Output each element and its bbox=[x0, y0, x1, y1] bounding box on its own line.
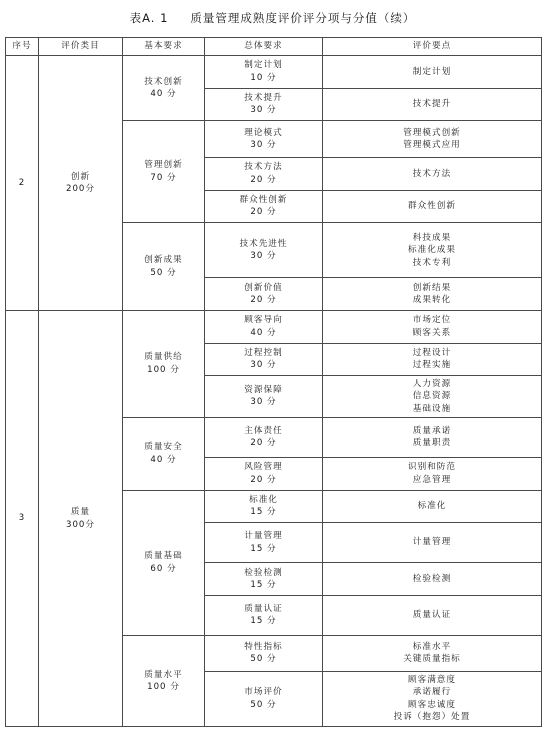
basic-requirement-text: 40 分 bbox=[150, 89, 177, 100]
basic-requirement-text: 质量安全 bbox=[144, 442, 183, 453]
overall-requirement-cell bbox=[205, 376, 323, 418]
evaluation-point: 管理模式应用 bbox=[403, 140, 461, 151]
table-body bbox=[6, 56, 542, 727]
overall-requirement-text: 20 分 bbox=[250, 207, 277, 218]
category-text: 300分 bbox=[66, 519, 95, 530]
evaluation-point: 顾客满意度 bbox=[408, 674, 456, 685]
overall-requirement-text: 创新价值 bbox=[244, 282, 283, 293]
evaluation-point: 关键质量指标 bbox=[403, 654, 461, 665]
evaluation-point: 信息资源 bbox=[412, 391, 452, 402]
overall-requirement-text: 群众性创新 bbox=[239, 194, 288, 205]
overall-requirement-cell bbox=[205, 563, 323, 596]
overall-requirement-cell bbox=[205, 523, 323, 563]
evaluation-point: 顾客忠诚度 bbox=[408, 699, 456, 710]
overall-requirement-text: 50 分 bbox=[250, 699, 277, 710]
overall-requirement-text: 50 分 bbox=[250, 654, 277, 665]
overall-requirement-cell bbox=[205, 343, 323, 376]
overall-requirement-text: 风险管理 bbox=[244, 462, 283, 473]
overall-requirement-text: 15 分 bbox=[250, 543, 277, 554]
overall-requirement-cell bbox=[205, 595, 323, 635]
evaluation-point: 过程实施 bbox=[412, 360, 452, 371]
overall-requirement-text: 过程控制 bbox=[244, 347, 283, 358]
overall-requirement-cell bbox=[205, 190, 323, 223]
evaluation-point: 质量承诺 bbox=[412, 425, 452, 436]
evaluation-point: 标准化 bbox=[417, 501, 447, 512]
evaluation-point: 成果转化 bbox=[412, 295, 452, 306]
overall-requirement-cell bbox=[205, 490, 323, 523]
basic-requirement-text: 50 分 bbox=[150, 267, 177, 278]
evaluation-points-cell bbox=[323, 88, 542, 121]
basic-requirement-text: 管理创新 bbox=[144, 160, 183, 171]
overall-requirement-text: 技术方法 bbox=[244, 162, 283, 173]
category-cell bbox=[39, 311, 123, 727]
evaluation-points-cell bbox=[323, 417, 542, 457]
evaluation-points-cell bbox=[323, 56, 542, 89]
overall-requirement-cell bbox=[205, 635, 323, 671]
category-text: 创新 bbox=[70, 171, 91, 182]
overall-requirement-text: 技术先进性 bbox=[239, 238, 288, 249]
evaluation-point: 制定计划 bbox=[412, 66, 452, 77]
overall-requirement-text: 主体责任 bbox=[244, 425, 283, 436]
evaluation-point: 顾客关系 bbox=[412, 327, 452, 338]
evaluation-point: 质量职责 bbox=[412, 438, 452, 449]
evaluation-points-cell bbox=[323, 635, 542, 671]
evaluation-points-cell bbox=[323, 376, 542, 418]
seq-cell bbox=[6, 56, 39, 311]
evaluation-points-cell bbox=[323, 158, 542, 191]
basic-requirement-text: 质量供给 bbox=[144, 352, 183, 363]
basic-requirement-text: 40 分 bbox=[150, 454, 177, 465]
evaluation-point: 标准水平 bbox=[412, 641, 452, 652]
basic-requirement-text: 技术创新 bbox=[144, 76, 183, 87]
evaluation-point: 检验检测 bbox=[412, 573, 452, 584]
evaluation-points-cell bbox=[323, 523, 542, 563]
evaluation-points-cell bbox=[323, 563, 542, 596]
basic-requirement-cell bbox=[123, 223, 205, 311]
overall-requirement-cell bbox=[205, 121, 323, 158]
evaluation-point: 质量认证 bbox=[412, 610, 452, 621]
evaluation-point: 应急管理 bbox=[412, 474, 452, 485]
table-id: 表A. 1 bbox=[129, 11, 169, 25]
overall-requirement-text: 顾客导向 bbox=[244, 315, 283, 326]
overall-requirement-cell bbox=[205, 223, 323, 278]
evaluation-table bbox=[5, 37, 542, 727]
basic-requirement-text: 100 分 bbox=[147, 364, 180, 375]
evaluation-points-cell bbox=[323, 121, 542, 158]
category-cell bbox=[39, 56, 123, 311]
basic-requirement-cell bbox=[123, 311, 205, 418]
evaluation-point: 计量管理 bbox=[412, 537, 452, 548]
evaluation-point: 技术提升 bbox=[412, 99, 452, 110]
overall-requirement-text: 市场评价 bbox=[244, 687, 283, 698]
overall-requirement-text: 30 分 bbox=[250, 140, 277, 151]
overall-requirement-text: 质量认证 bbox=[244, 603, 283, 614]
overall-requirement-text: 10 分 bbox=[250, 72, 277, 83]
evaluation-point: 标准化成果 bbox=[408, 245, 456, 256]
overall-requirement-text: 20 分 bbox=[250, 474, 277, 485]
evaluation-points-cell bbox=[323, 190, 542, 223]
basic-requirement-cell bbox=[123, 490, 205, 635]
basic-requirement-text: 质量基础 bbox=[144, 551, 183, 562]
category-text: 质量 bbox=[70, 507, 91, 518]
evaluation-point: 科技成果 bbox=[412, 232, 452, 243]
seq-number: 2 bbox=[18, 177, 26, 188]
basic-requirement-text: 质量水平 bbox=[144, 669, 183, 680]
overall-requirement-text: 标准化 bbox=[249, 494, 278, 505]
overall-requirement-cell bbox=[205, 88, 323, 121]
overall-requirement-text: 资源保障 bbox=[244, 385, 283, 396]
overall-requirement-text: 20 分 bbox=[250, 295, 277, 306]
overall-requirement-text: 20 分 bbox=[250, 438, 277, 449]
evaluation-point: 管理模式创新 bbox=[403, 127, 461, 138]
overall-requirement-text: 15 分 bbox=[250, 507, 277, 518]
evaluation-point: 投诉（抱怨）处置 bbox=[393, 712, 471, 723]
header-basic-requirement: 基本要求 bbox=[123, 38, 205, 56]
evaluation-points-cell bbox=[323, 223, 542, 278]
basic-requirement-cell bbox=[123, 417, 205, 490]
evaluation-points-cell bbox=[323, 490, 542, 523]
evaluation-point: 识别和防范 bbox=[408, 462, 456, 473]
overall-requirement-text: 30 分 bbox=[250, 251, 277, 262]
evaluation-point: 技术专利 bbox=[412, 257, 452, 268]
overall-requirement-text: 特性指标 bbox=[244, 641, 283, 652]
basic-requirement-text: 70 分 bbox=[150, 172, 177, 183]
basic-requirement-cell bbox=[123, 635, 205, 726]
header-overall-requirement: 总体要求 bbox=[205, 38, 323, 56]
overall-requirement-text: 15 分 bbox=[250, 580, 277, 591]
basic-requirement-cell bbox=[123, 121, 205, 223]
evaluation-point: 基础设施 bbox=[412, 403, 452, 414]
evaluation-point: 市场定位 bbox=[412, 315, 452, 326]
evaluation-points-cell bbox=[323, 311, 542, 344]
evaluation-points-cell bbox=[323, 671, 542, 726]
basic-requirement-text: 创新成果 bbox=[144, 255, 183, 266]
evaluation-point: 技术方法 bbox=[412, 168, 452, 179]
table-row bbox=[6, 56, 542, 89]
overall-requirement-text: 计量管理 bbox=[244, 531, 283, 542]
overall-requirement-text: 30 分 bbox=[250, 360, 277, 371]
overall-requirement-text: 40 分 bbox=[250, 327, 277, 338]
basic-requirement-text: 60 分 bbox=[150, 563, 177, 574]
header-evaluation-points: 评价要点 bbox=[323, 38, 542, 56]
header-seq: 序号 bbox=[6, 38, 39, 56]
evaluation-point: 创新结果 bbox=[412, 282, 452, 293]
overall-requirement-text: 理论模式 bbox=[244, 127, 283, 138]
category-text: 200分 bbox=[66, 184, 95, 195]
table-header-row bbox=[6, 38, 542, 56]
evaluation-point: 承诺履行 bbox=[412, 687, 452, 698]
overall-requirement-cell bbox=[205, 56, 323, 89]
evaluation-point: 人力资源 bbox=[412, 378, 452, 389]
overall-requirement-text: 15 分 bbox=[250, 616, 277, 627]
overall-requirement-cell bbox=[205, 417, 323, 457]
overall-requirement-cell bbox=[205, 457, 323, 490]
table-row bbox=[6, 311, 542, 344]
overall-requirement-text: 30 分 bbox=[250, 397, 277, 408]
evaluation-points-cell bbox=[323, 278, 542, 311]
evaluation-points-cell bbox=[323, 595, 542, 635]
table-caption: 质量管理成熟度评价评分项与分值（续） bbox=[190, 11, 416, 25]
seq-cell bbox=[6, 311, 39, 727]
overall-requirement-cell bbox=[205, 671, 323, 726]
basic-requirement-text: 100 分 bbox=[147, 681, 180, 692]
evaluation-point: 过程设计 bbox=[412, 347, 452, 358]
evaluation-point: 群众性创新 bbox=[408, 201, 456, 212]
overall-requirement-cell bbox=[205, 278, 323, 311]
overall-requirement-text: 20 分 bbox=[250, 174, 277, 185]
overall-requirement-cell bbox=[205, 158, 323, 191]
overall-requirement-text: 30 分 bbox=[250, 105, 277, 116]
header-category: 评价类目 bbox=[39, 38, 123, 56]
seq-number: 3 bbox=[18, 513, 26, 524]
evaluation-points-cell bbox=[323, 343, 542, 376]
overall-requirement-text: 技术提升 bbox=[244, 92, 283, 103]
evaluation-points-cell bbox=[323, 457, 542, 490]
basic-requirement-cell bbox=[123, 56, 205, 121]
overall-requirement-text: 检验检测 bbox=[244, 567, 283, 578]
table-title bbox=[0, 10, 545, 26]
overall-requirement-cell bbox=[205, 311, 323, 344]
overall-requirement-text: 制定计划 bbox=[244, 60, 283, 71]
